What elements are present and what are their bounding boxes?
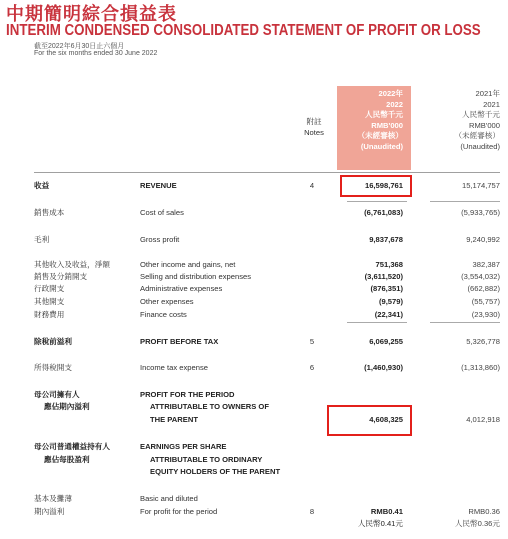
- highlight-box: [327, 405, 412, 436]
- row-label-en: Administrative expenses: [140, 284, 223, 293]
- header-2021-line: 2021年: [475, 89, 500, 98]
- row-note: 6: [309, 363, 315, 372]
- header-2021-line: 2021: [483, 99, 500, 109]
- column-header-2022: [357, 89, 403, 153]
- row-label-zh: 應佔每股盈利: [44, 455, 90, 464]
- row-label-en: ATTRIBUTABLE TO ORDINARY: [150, 455, 263, 464]
- header-2022-line: 人民幣千元: [365, 110, 403, 120]
- row-label-zh: 銷售及分銷開支: [34, 272, 88, 281]
- row-label-zh: 除稅前溢利: [34, 337, 72, 346]
- row-label-zh: 所得稅開支: [34, 363, 72, 372]
- header-2021-line: (Unaudited): [460, 141, 500, 151]
- row-label-en: For profit for the period: [140, 507, 218, 516]
- row-note: 4: [309, 181, 315, 190]
- row-value-2022: (3,611,520): [364, 272, 403, 281]
- row-label-zh: 其他收入及收益，淨額: [34, 260, 110, 269]
- row-value-2021: (662,882): [467, 284, 500, 293]
- row-value-2021: (23,930): [471, 310, 500, 319]
- header-2022-line: 2022年: [378, 89, 403, 98]
- notes-header: [300, 117, 328, 138]
- period-subtitle-zh: 截至2022年6月30日止六個月: [34, 43, 125, 50]
- row-label-en: EARNINGS PER SHARE: [140, 442, 227, 451]
- row-value-2021: 4,012,918: [466, 415, 500, 424]
- column-header-2021: [454, 89, 500, 153]
- row-label-en: Gross profit: [140, 235, 180, 244]
- row-label-en: ATTRIBUTABLE TO OWNERS OF: [150, 402, 269, 411]
- header-2021-line: （未經審核）: [454, 131, 500, 141]
- row-value-2022: 751,368: [375, 260, 403, 269]
- row-label-en: Income tax expense: [140, 363, 208, 372]
- row-label-en: PROFIT BEFORE TAX: [140, 337, 219, 346]
- row-value-2021: RMB0.36: [468, 507, 500, 516]
- row-value-2021: (1,313,860): [461, 363, 500, 372]
- subtotal-rule: [347, 322, 407, 323]
- row-label-zh: 財務費用: [34, 310, 65, 319]
- row-value-2022: (9,579): [378, 297, 403, 306]
- page-title-zh: 中期簡明綜合損益表: [6, 4, 177, 24]
- header-2022-line: （未經審核）: [357, 131, 403, 141]
- row-value-2021: (55,757): [471, 297, 500, 306]
- row-value-2021: (5,933,765): [461, 208, 500, 217]
- notes-header-zh: 附註: [306, 117, 322, 126]
- row-label-zh: 期內溢利: [34, 507, 65, 516]
- row-label-zh: 行政開支: [34, 284, 65, 293]
- row-label-zh: 毛利: [34, 235, 50, 244]
- subtotal-rule: [347, 201, 407, 202]
- notes-header-en: Notes: [304, 127, 324, 137]
- row-label-zh: 母公司擁有人: [34, 390, 80, 399]
- subtotal-rule: [430, 201, 500, 202]
- highlight-box: [340, 175, 412, 197]
- period-subtitle-en: For the six months ended 30 June 2022: [34, 50, 158, 57]
- row-value-2022: 6,069,255: [369, 337, 403, 346]
- row-label-zh: 收益: [34, 181, 50, 190]
- header-2022-line: RMB'000: [371, 120, 403, 130]
- row-value-2021-rmb: 人民幣0.36元: [454, 519, 500, 528]
- row-value-2022: RMB0.41: [370, 507, 403, 516]
- row-note: 5: [309, 337, 315, 346]
- row-value-2022: 4,608,325: [369, 415, 403, 424]
- row-value-2021: 5,326,778: [466, 337, 500, 346]
- row-label-en: REVENUE: [140, 181, 177, 190]
- row-note: 8: [309, 507, 315, 516]
- row-value-2022: (22,341): [374, 310, 403, 319]
- row-value-2021: 9,240,992: [466, 235, 500, 244]
- row-label-zh: 母公司普通權益持有人: [34, 442, 110, 451]
- header-2021-line: 人民幣千元: [462, 110, 500, 120]
- header-divider: [34, 172, 500, 173]
- header-2021-line: RMB'000: [469, 120, 500, 130]
- row-label-en: Selling and distribution expenses: [140, 272, 252, 281]
- row-label-zh: 銷售成本: [34, 208, 65, 217]
- row-value-2022: (876,351): [370, 284, 403, 293]
- row-label-en: THE PARENT: [150, 415, 198, 424]
- row-value-2022: (6,761,083): [364, 208, 403, 217]
- row-value-2021: 382,387: [472, 260, 500, 269]
- row-label-zh: 基本及攤薄: [34, 494, 72, 503]
- row-value-2022: 9,837,678: [369, 235, 403, 244]
- row-label-zh: 其他開支: [34, 297, 65, 306]
- row-label-zh: 應佔期內溢利: [44, 402, 90, 411]
- row-value-2021: 15,174,757: [461, 181, 500, 190]
- row-label-en: EQUITY HOLDERS OF THE PARENT: [150, 467, 281, 476]
- row-label-en: PROFIT FOR THE PERIOD: [140, 390, 235, 399]
- row-label-en: Finance costs: [140, 310, 187, 319]
- row-value-2022: 16,598,761: [364, 181, 403, 190]
- header-2022-line: 2022: [386, 99, 403, 109]
- row-value-2021: (3,554,032): [461, 272, 500, 281]
- subtotal-rule: [430, 322, 500, 323]
- row-label-en: Other expenses: [140, 297, 194, 306]
- row-value-2022: (1,460,930): [364, 363, 403, 372]
- row-label-en: Basic and diluted: [140, 494, 198, 503]
- row-label-en: Cost of sales: [140, 208, 184, 217]
- row-value-2022-rmb: 人民幣0.41元: [357, 519, 403, 528]
- header-2022-line: (Unaudited): [360, 141, 403, 151]
- row-label-en: Other income and gains, net: [140, 260, 236, 269]
- page-title-en: INTERIM CONDENSED CONSOLIDATED STATEMENT OF PROFIT OR LOSS: [6, 22, 481, 39]
